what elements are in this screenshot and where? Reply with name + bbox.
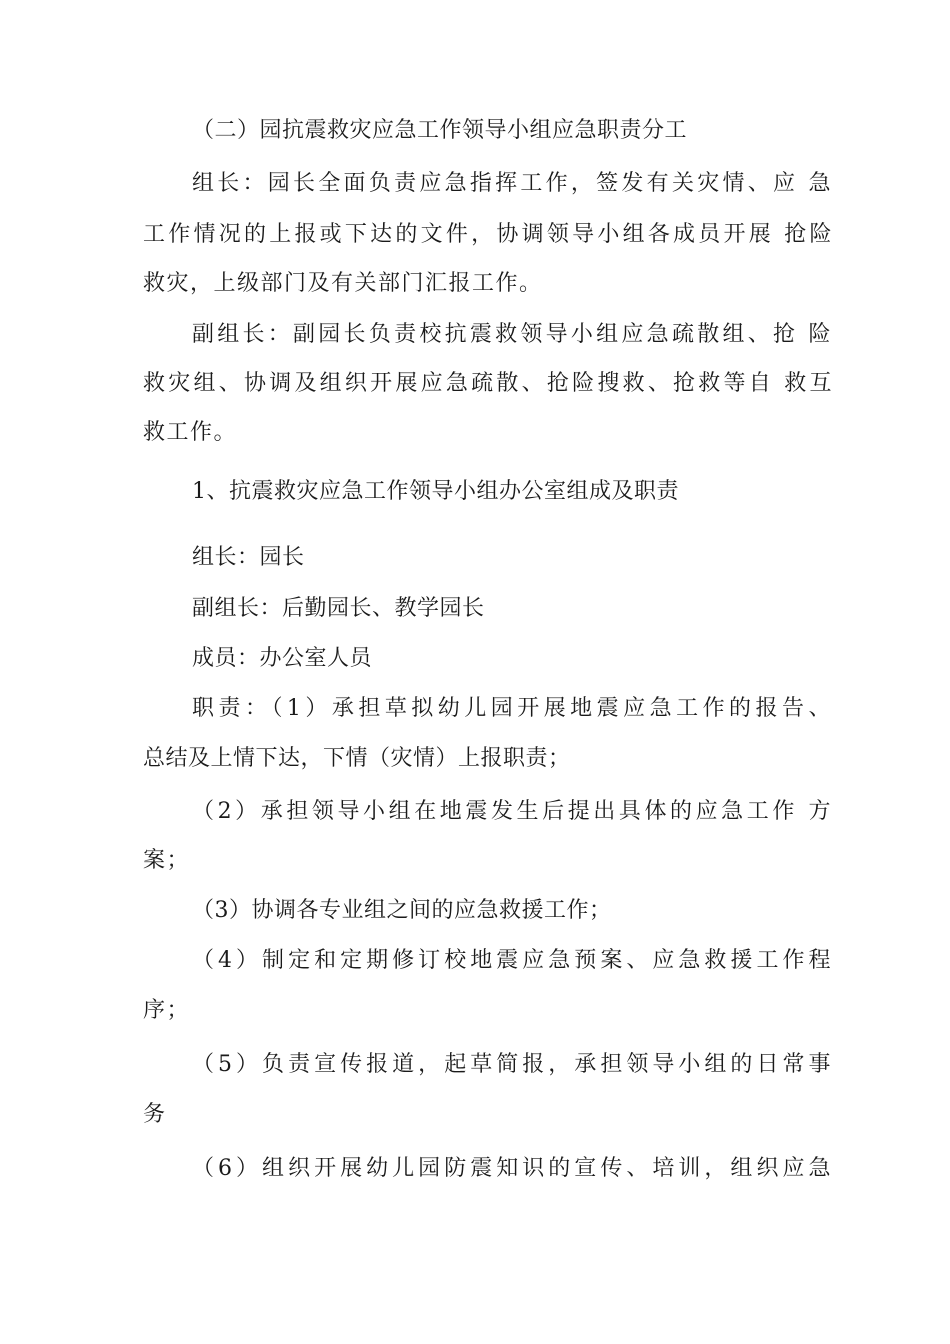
paragraph-line: 副组长：副园长负责校抗震救领导小组应急疏散组、抢 险 [192,322,832,347]
paragraph-line: （2）承担领导小组在地震发生后提出具体的应急工作 方 [192,799,832,824]
paragraph-line: （4）制定和定期修订校地震应急预案、应急救援工作程 [192,948,832,973]
paragraph-line: 成员：办公室人员 [192,646,373,671]
paragraph-line: 职责：（1）承担草拟幼儿园开展地震应急工作的报告、 [192,696,832,721]
paragraph-line: 案； [143,848,191,873]
paragraph-line: 总结及上情下达，下情（灾情）上报职责； [143,746,571,771]
paragraph-line: 组长：园长 [192,545,305,570]
paragraph-line: （5）负责宣传报道，起草简报，承担领导小组的日常事 [192,1052,832,1077]
subsection-heading: 1、抗震救灾应急工作领导小组办公室组成及职责 [192,479,679,504]
paragraph-line: 救灾组、协调及组织开展应急疏散、抢险搜救、抢救等自 救互 [143,371,833,396]
paragraph-line: 救工作。 [143,420,238,445]
section-heading: （二）园抗震救灾应急工作领导小组应急职责分工 [192,118,688,143]
paragraph-line: 副组长：后勤园长、教学园长 [192,596,485,621]
paragraph-line: 组长：园长全面负责应急指挥工作，签发有关灾情、应 急 [192,171,832,196]
paragraph-line: （3）协调各专业组之间的应急救援工作； [192,898,612,923]
paragraph-line: 序； [143,998,191,1023]
paragraph-line: 工作情况的上报或下达的文件，协调领导小组各成员开展 抢险 [143,222,833,247]
paragraph-line: （6）组织开展幼儿园防震知识的宣传、培训，组织应急 [192,1156,832,1181]
paragraph-line: 务 [143,1102,167,1127]
paragraph-line: 救灾，上级部门及有关部门汇报工作。 [143,271,543,296]
